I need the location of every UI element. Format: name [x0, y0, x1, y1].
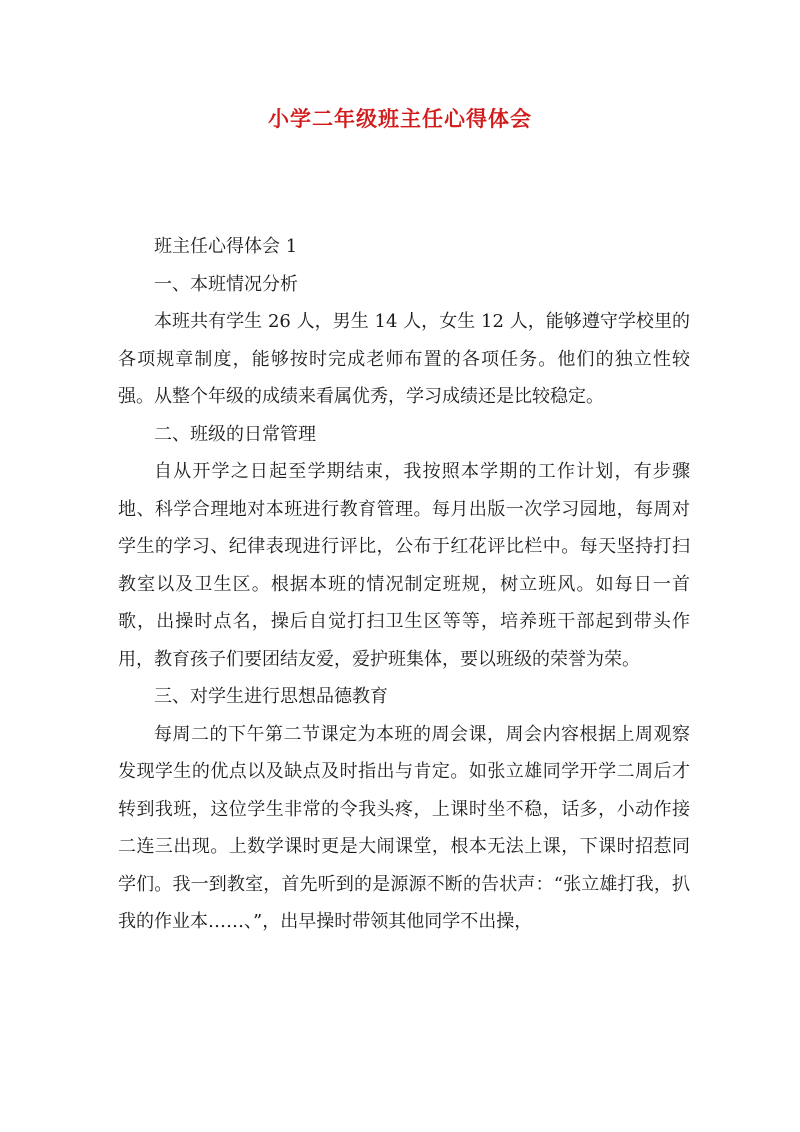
document-body: [118, 228, 690, 941]
body-paragraph: 自从开学之日起至学期结束，我按照本学期的工作计划，有步骤地、科学合理地对本班进行教育管理。每月出版一次学习园地，每周对学生的学习、纪律表现进行评比，公布于红花评比栏中。每天坚持打扫教室以及卫生区。根据本班的情况制定班规，树立班风。如每日一首歌，出操时点名，操后自觉打扫卫生区等等，培养班干部起到带头作用，教育孩子们要团结友爱，爱护班集体，要以班级的荣誉为荣。: [118, 461, 690, 670]
body-paragraph: 本班共有学生 26 人，男生 14 人，女生 12 人，能够遵守学校里的各项规章制度，能够按时完成老师布置的各项任务。他们的独立性较强。从整个年级的成绩来看属优秀，学习成绩还是比较稳定。: [118, 311, 690, 407]
section-heading: 班主任心得体会 1: [154, 236, 298, 257]
subsection-heading: 一、本班情况分析: [154, 273, 298, 295]
subsection-heading: 二、班级的日常管理: [154, 423, 316, 445]
document-title: 小学二年级班主任心得体会: [268, 106, 532, 131]
subsection-heading: 三、对学生进行思想品德教育: [154, 686, 388, 707]
body-paragraph: 每周二的下午第二节课定为本班的周会课，周会内容根据上周观察发现学生的优点以及缺点及时指出与肯定。如张立雄同学开学二周后才转到我班，这位学生非常的令我头疼，上课时坐不稳，话多，小动作接二连三出现。上数学课时更是大闹课堂，根本无法上课，下课时招惹同学们。我一到教室，首先听到的是源源不断的告状声：“张立雄打我，扒我的作业本……、”，出早操时带领其他同学不出操，: [118, 723, 690, 932]
